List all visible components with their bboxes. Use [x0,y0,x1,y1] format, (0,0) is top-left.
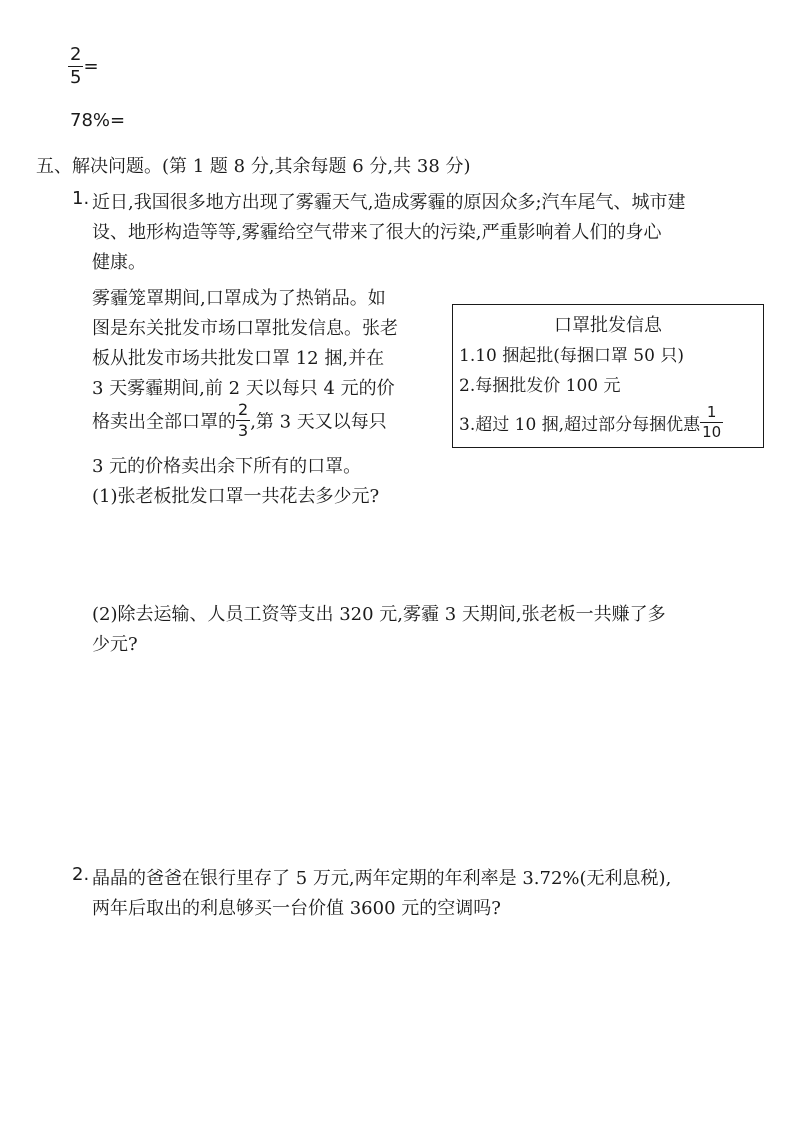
fraction-denominator: 10 [702,423,722,441]
fraction [700,405,723,440]
question-1-line: 3 天雾霾期间,前 2 天以每只 4 元的价 [92,378,395,399]
fraction [68,46,83,87]
question-1-line: 雾霾笼罩期间,口罩成为了热销品。如 [92,288,386,309]
question-1-line-fraction [92,402,387,439]
fraction-numerator: 2 [238,400,249,419]
equals-sign: = [83,56,99,77]
question-1-line: 图是东关批发市场口罩批发信息。张老 [92,318,398,339]
info-item-3 [459,405,723,440]
fraction-numerator: 1 [700,405,723,423]
info-item-2: 2.每捆批发价 100 元 [459,376,621,396]
question-1-text: ,第 3 天又以每只 [250,411,387,433]
question-1-line: 健康。 [92,252,146,273]
info-box-title: 口罩批发信息 [554,315,662,336]
question-2-line: 两年后取出的利息够买一台价值 3600 元的空调吗? [92,898,501,919]
fraction-denominator: 5 [70,67,82,88]
sub-question-2-line: 少元? [92,634,138,655]
conversion-fraction [68,46,99,87]
question-1-line: 近日,我国很多地方出现了雾霾天气,造成雾霾的原因众多;汽车尾气、城市建 [92,192,686,213]
wholesale-info-box [452,304,764,448]
fraction-numerator: 2 [70,44,82,65]
question-1-number: 1. [72,188,90,209]
sub-question-2-line: (2)除去运输、人员工资等支出 320 元,雾霾 3 天期间,张老板一共赚了多 [92,604,666,625]
fraction-denominator: 3 [238,421,249,440]
info-item-3-text: 3.超过 10 捆,超过部分每捆优惠 [459,415,701,435]
question-2-line: 晶晶的爸爸在银行里存了 5 万元,两年定期的年利率是 3.72%(无利息税), [92,868,672,889]
question-2-number: 2. [72,864,90,885]
question-1-line: 3 元的价格卖出余下所有的口罩。 [92,456,362,477]
section-heading: 五、解决问题。(第 1 题 8 分,其余每题 6 分,共 38 分) [36,156,471,177]
question-1-line: 设、地形构造等等,雾霾给空气带来了很大的污染,严重影响着人们的身心 [92,222,662,243]
question-1-line: 板从批发市场共批发口罩 12 捆,并在 [92,348,385,369]
conversion-percent: 78%= [70,110,126,131]
question-1-text: 格卖出全部口罩的 [92,411,236,433]
info-item-1: 1.10 捆起批(每捆口罩 50 只) [459,346,684,366]
fraction [236,402,250,439]
sub-question-1: (1)张老板批发口罩一共花去多少元? [92,486,380,507]
